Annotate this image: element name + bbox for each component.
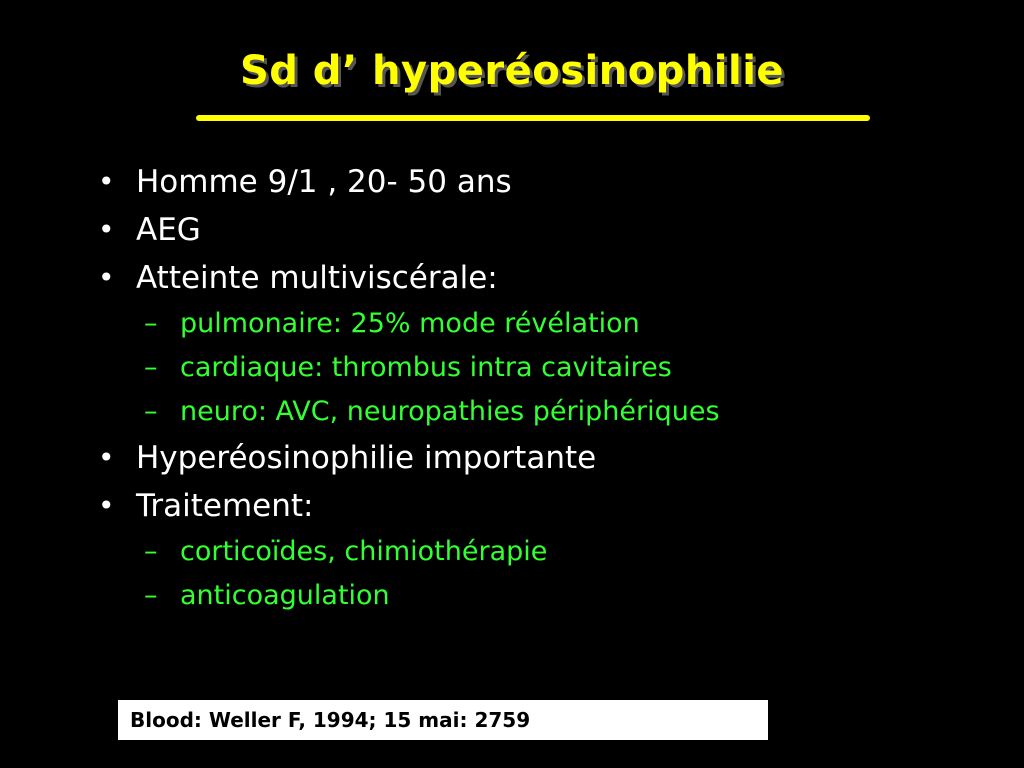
bullet-item: [98, 206, 978, 254]
bullet-list: [98, 158, 978, 618]
citation-box: Blood: Weller F, 1994; 15 mai: 2759: [118, 700, 768, 740]
sub-bullet-marker: –: [144, 536, 158, 567]
bullet-marker: •: [98, 165, 115, 198]
bullet-text: Homme 9/1 , 20- 50 ans: [136, 164, 512, 200]
title-underline: [196, 115, 870, 121]
sub-bullet-text: corticoïdes, chimiothérapie: [180, 536, 548, 567]
sub-bullet-text: pulmonaire: 25% mode révélation: [180, 308, 640, 339]
sub-bullet-item: [98, 390, 978, 434]
sub-bullet-marker: –: [144, 308, 158, 339]
bullet-text: Traitement:: [136, 488, 314, 524]
bullet-marker: •: [98, 213, 115, 246]
sub-bullet-marker: –: [144, 352, 158, 383]
slide-title: Sd d’ hyperéosinophilie: [239, 48, 785, 94]
bullet-item: [98, 434, 978, 482]
bullet-item: [98, 158, 978, 206]
bullet-item: [98, 482, 978, 530]
bullet-marker: •: [98, 489, 115, 522]
bullet-text: Hyperéosinophilie importante: [136, 440, 597, 476]
sub-bullet-item: [98, 574, 978, 618]
bullet-marker: •: [98, 441, 115, 474]
sub-bullet-marker: –: [144, 580, 158, 611]
bullet-marker: •: [98, 261, 115, 294]
bullet-text: AEG: [136, 212, 201, 248]
sub-bullet-text: anticoagulation: [180, 580, 390, 611]
sub-bullet-item: [98, 302, 978, 346]
sub-bullet-item: [98, 530, 978, 574]
sub-bullet-text: neuro: AVC, neuropathies périphériques: [180, 396, 720, 427]
bullet-item: [98, 254, 978, 302]
bullet-text: Atteinte multiviscérale:: [136, 260, 498, 296]
sub-bullet-marker: –: [144, 396, 158, 427]
sub-bullet-text: cardiaque: thrombus intra cavitaires: [180, 352, 672, 383]
sub-bullet-item: [98, 346, 978, 390]
